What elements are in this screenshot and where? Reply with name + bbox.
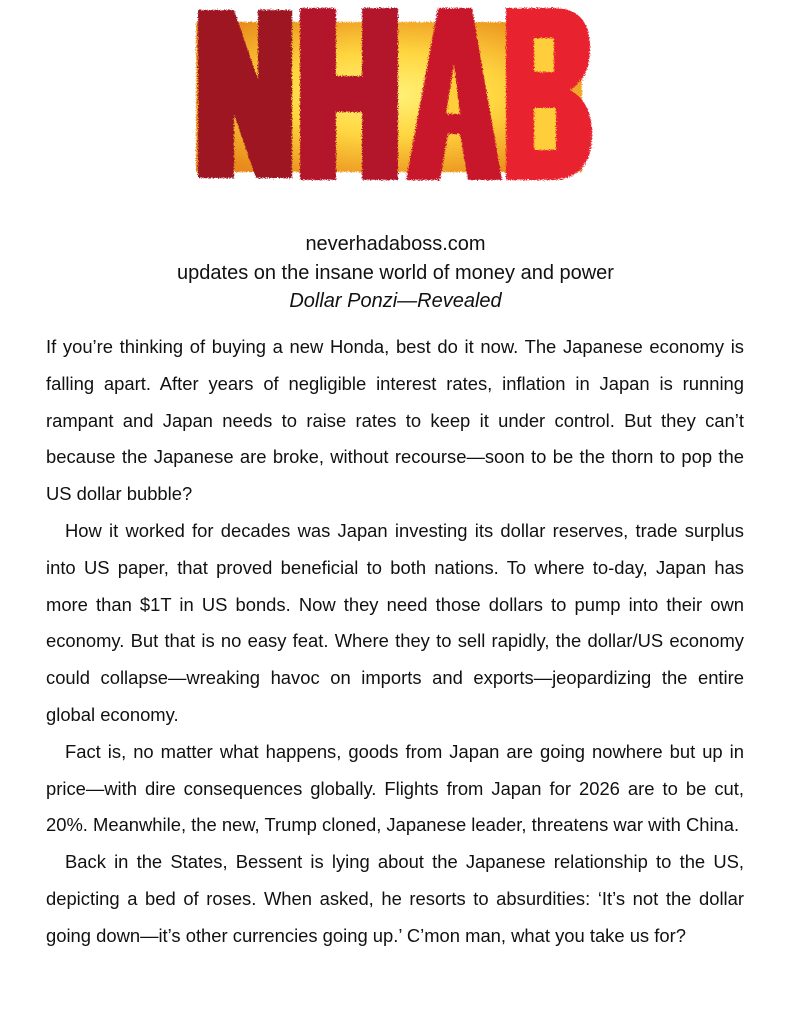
article-title: Dollar Ponzi—Revealed (289, 290, 502, 312)
article-paragraph: Fact is, no matter what happens, goods from Japan are going nowhere but up in price—with dire consequences globally. Flights from Japan for 2026 are to be cut, 20%. Meanwhile, the new, Trump cloned, Japanese leader, threatens war with China. (46, 740, 744, 836)
article-paragraph: How it worked for decades was Japan investing its dollar reserves, trade surplus into US paper, that proved beneficial to both nations. To where to-day, Japan has more than $1T in US bonds. Now they need those dollars to pump into their own economy. But that is no easy feat. Where they to sell rapidly, the dollar/US economy could collapse—wreaking havoc on imports and exports—jeopardizing the entire global economy. (46, 519, 744, 725)
article-body (46, 329, 744, 955)
masthead (0, 230, 791, 316)
tagline: updates on the insane world of money and power (177, 261, 614, 284)
article-paragraph: Back in the States, Bessent is lying about the Japanese relationship to the US, depicting a bed of roses. When asked, he resorts to absurdities: ‘It’s not the dollar going down—it’s other currencies going up.’ C’mon man, what you take us for? (46, 851, 744, 946)
article-paragraph: If you’re thinking of buying a new Honda, best do it now. The Japanese economy is falling apart. After years of negligible interest rates, inflation in Japan is running rampant and Japan needs to raise rates to keep it under control. But they can’t because the Japanese are broke, without recourse—soon to be the thorn to pop the US dollar bubble? (46, 336, 744, 505)
site-url[interactable]: neverhadaboss.com (305, 233, 486, 255)
nhab-logo (194, 4, 596, 184)
